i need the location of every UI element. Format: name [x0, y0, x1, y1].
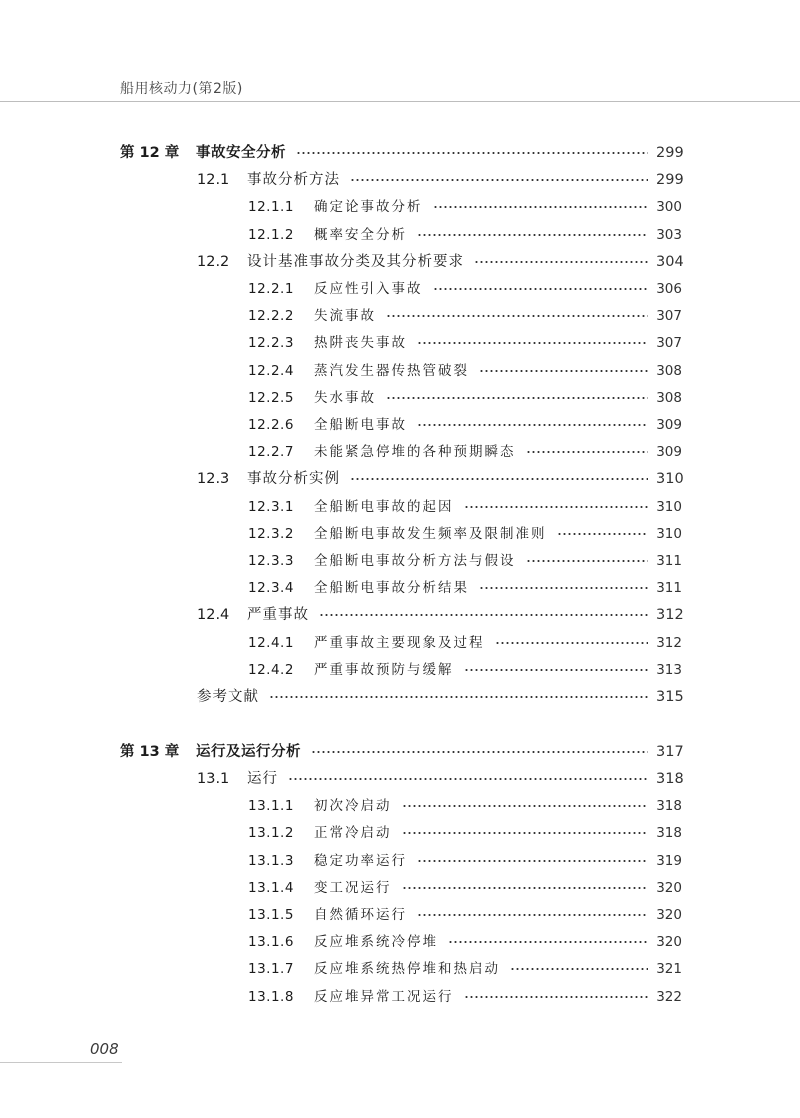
- dot-leader: [464, 669, 649, 671]
- toc-entry-sub: [248, 305, 682, 327]
- toc-entry-title: 设计基准事故分类及其分析要求: [247, 254, 464, 270]
- toc-entry-page: 321: [656, 961, 682, 977]
- toc-entry-sub: [248, 496, 682, 518]
- toc-entry-number: 13.1: [197, 771, 230, 787]
- toc-entry-title: 全船断电事故分析方法与假设: [314, 553, 516, 569]
- toc-entry-number: 13.1.6: [248, 934, 294, 950]
- toc-entry-title: 概率安全分析: [314, 227, 407, 243]
- toc-entry-number: 13.1.5: [248, 907, 294, 923]
- toc-entry-page: 307: [656, 335, 682, 351]
- dot-leader: [386, 315, 648, 317]
- toc-entry-title: 全船断电事故的起因: [314, 499, 454, 515]
- toc-entry-page: 312: [656, 607, 684, 623]
- toc-entry-sub: [248, 904, 682, 926]
- toc-entry-sub: [248, 822, 682, 844]
- toc-entry-number: 12.4: [197, 607, 230, 623]
- toc-entry-section: [197, 604, 682, 626]
- dot-leader: [448, 941, 648, 943]
- toc-entry-number: 13.1.2: [248, 825, 294, 841]
- dot-leader: [269, 696, 648, 698]
- dot-leader: [433, 288, 649, 290]
- toc-entry-title: 事故分析实例: [247, 471, 340, 487]
- toc-entry-title: 变工况运行: [314, 880, 392, 896]
- toc-entry-page: 322: [656, 989, 682, 1005]
- dot-leader: [417, 342, 648, 344]
- toc-entry-number: 第 12 章: [120, 145, 180, 161]
- toc-entry-title: 反应堆系统冷停堆: [314, 934, 438, 950]
- dot-leader: [474, 261, 648, 263]
- toc-entry-number: 13.1.4: [248, 880, 294, 896]
- toc-entry-number: 13.1.3: [248, 853, 294, 869]
- toc-entry-page: 306: [656, 281, 682, 297]
- toc-entry-sub: [248, 550, 682, 572]
- toc-entry-title: 正常冷启动: [314, 825, 392, 841]
- toc-entry-sub: [248, 659, 682, 681]
- toc-entry-sub: [248, 387, 682, 409]
- dot-leader: [417, 914, 648, 916]
- toc-entry-number: 12.3.1: [248, 499, 294, 515]
- toc-entry-title: 全船断电事故发生频率及限制准则: [314, 526, 547, 542]
- toc-entry-number: 12.3.3: [248, 553, 294, 569]
- dot-leader: [402, 887, 649, 889]
- dot-leader: [386, 397, 648, 399]
- toc-entry-title: 反应堆异常工况运行: [314, 989, 454, 1005]
- toc-entry-page: 307: [656, 308, 682, 324]
- toc-entry-number: 13.1.8: [248, 989, 294, 1005]
- dot-leader: [526, 451, 649, 453]
- dot-leader: [296, 152, 648, 154]
- header-divider: [0, 101, 800, 102]
- toc-entry-page: 312: [656, 635, 682, 651]
- toc-entry-page: 310: [656, 526, 682, 542]
- toc-entry-number: 12.1: [197, 172, 230, 188]
- toc-entry-page: 303: [656, 227, 682, 243]
- toc-entry-sub: [248, 278, 682, 300]
- toc-entry-page: 310: [656, 499, 682, 515]
- toc-entry-number: 12.3.2: [248, 526, 294, 542]
- toc-entry-number: 第 13 章: [120, 744, 180, 760]
- toc-entry-number: 13.1.1: [248, 798, 294, 814]
- dot-leader: [479, 370, 648, 372]
- toc-entry-page: 309: [656, 444, 682, 460]
- toc-entry-page: 320: [656, 934, 682, 950]
- page-number: 008: [90, 1040, 119, 1058]
- dot-leader: [417, 234, 648, 236]
- toc-entry-page: 299: [656, 172, 684, 188]
- toc-entry-title: 事故分析方法: [247, 172, 340, 188]
- toc-entry-page: 311: [656, 553, 682, 569]
- toc-entry-page: 318: [656, 798, 682, 814]
- dot-leader: [288, 778, 648, 780]
- toc-entry-chapter: [120, 142, 682, 164]
- dot-leader: [433, 206, 649, 208]
- dot-leader: [464, 506, 649, 508]
- toc-entry-section: [197, 768, 682, 790]
- toc-entry-page: 319: [656, 853, 682, 869]
- toc-entry-number: 12.2: [197, 254, 230, 270]
- toc-entry-title: 全船断电事故: [314, 417, 407, 433]
- toc-entry-sub: [248, 986, 682, 1008]
- toc-entry-sub: [248, 224, 682, 246]
- toc-entry-number: 12.1.1: [248, 199, 294, 215]
- toc-entry-title: 参考文献: [197, 689, 259, 705]
- toc-entry-number: 12.2.2: [248, 308, 294, 324]
- toc-entry-page: 300: [656, 199, 682, 215]
- toc-entry-sub: [248, 332, 682, 354]
- toc-entry-page: 304: [656, 254, 684, 270]
- toc-entry-number: 12.3: [197, 471, 230, 487]
- toc-entry-title: 反应堆系统热停堆和热启动: [314, 961, 500, 977]
- toc-entry-number: 12.2.3: [248, 335, 294, 351]
- dot-leader: [350, 179, 648, 181]
- toc-entry-title: 严重事故主要现象及过程: [314, 635, 485, 651]
- toc-entry-page: 320: [656, 880, 682, 896]
- dot-leader: [311, 751, 648, 753]
- dot-leader: [510, 968, 648, 970]
- toc-entry-page: 313: [656, 662, 682, 678]
- toc-entry-sub: [248, 632, 682, 654]
- toc-entry-number: 12.3.4: [248, 580, 294, 596]
- dot-leader: [402, 832, 649, 834]
- toc-entry-number: 12.4.2: [248, 662, 294, 678]
- toc-entry-sub: [248, 196, 682, 218]
- toc-entry-page: 299: [656, 145, 684, 161]
- toc-entry-chapter: [120, 741, 682, 763]
- toc-entry-number: 12.2.6: [248, 417, 294, 433]
- footer-divider: [0, 1062, 122, 1063]
- toc-entry-page: 318: [656, 825, 682, 841]
- toc-entry-page: 320: [656, 907, 682, 923]
- running-header-title: 船用核动力(第2版): [120, 81, 243, 97]
- toc-entry-sub: [248, 958, 682, 980]
- toc-entry-ref: [197, 686, 682, 708]
- toc-entry-title: 运行: [247, 771, 278, 787]
- toc-entry-title: 初次冷启动: [314, 798, 392, 814]
- toc-entry-sub: [248, 795, 682, 817]
- toc-entry-title: 事故安全分析: [196, 145, 286, 161]
- dot-leader: [417, 860, 648, 862]
- toc-entry-number: 12.4.1: [248, 635, 294, 651]
- toc-entry-page: 315: [656, 689, 684, 705]
- toc-entry-sub: [248, 441, 682, 463]
- toc-entry-number: 12.1.2: [248, 227, 294, 243]
- toc-entry-title: 反应性引入事故: [314, 281, 423, 297]
- toc-entry-sub: [248, 414, 682, 436]
- toc-entry-section: [197, 251, 682, 273]
- toc-entry-sub: [248, 523, 682, 545]
- dot-leader: [319, 614, 648, 616]
- toc-entry-title: 热阱丧失事故: [314, 335, 407, 351]
- toc-entry-page: 311: [656, 580, 682, 596]
- toc-entry-page: 310: [656, 471, 684, 487]
- toc-entry-number: 12.2.1: [248, 281, 294, 297]
- toc-entry-section: [197, 468, 682, 490]
- toc-entry-sub: [248, 360, 682, 382]
- toc-entry-title: 蒸汽发生器传热管破裂: [314, 363, 469, 379]
- toc-entry-title: 稳定功率运行: [314, 853, 407, 869]
- dot-leader: [526, 560, 649, 562]
- dot-leader: [464, 996, 649, 998]
- toc-entry-page: 317: [656, 744, 684, 760]
- toc-entry-title: 全船断电事故分析结果: [314, 580, 469, 596]
- toc-entry-title: 确定论事故分析: [314, 199, 423, 215]
- toc-entry-number: 13.1.7: [248, 961, 294, 977]
- dot-leader: [479, 587, 648, 589]
- dot-leader: [557, 533, 649, 535]
- toc-entry-number: 12.2.7: [248, 444, 294, 460]
- toc-entry-sub: [248, 931, 682, 953]
- toc-entry-title: 失水事故: [314, 390, 376, 406]
- toc-entry-sub: [248, 577, 682, 599]
- toc-entry-section: [197, 169, 682, 191]
- dot-leader: [495, 642, 649, 644]
- toc-entry-page: 308: [656, 363, 682, 379]
- dot-leader: [402, 805, 649, 807]
- toc-entry-title: 失流事故: [314, 308, 376, 324]
- toc-entry-page: 309: [656, 417, 682, 433]
- toc-entry-sub: [248, 877, 682, 899]
- toc-entry-title: 运行及运行分析: [196, 744, 301, 760]
- toc-entry-page: 308: [656, 390, 682, 406]
- dot-leader: [417, 424, 648, 426]
- toc-entry-number: 12.2.5: [248, 390, 294, 406]
- toc-entry-number: 12.2.4: [248, 363, 294, 379]
- toc-entry-sub: [248, 850, 682, 872]
- dot-leader: [350, 478, 648, 480]
- toc-entry-title: 严重事故: [247, 607, 309, 623]
- toc-entry-page: 318: [656, 771, 684, 787]
- toc-entry-title: 未能紧急停堆的各种预期瞬态: [314, 444, 516, 460]
- toc-entry-title: 自然循环运行: [314, 907, 407, 923]
- toc-entry-title: 严重事故预防与缓解: [314, 662, 454, 678]
